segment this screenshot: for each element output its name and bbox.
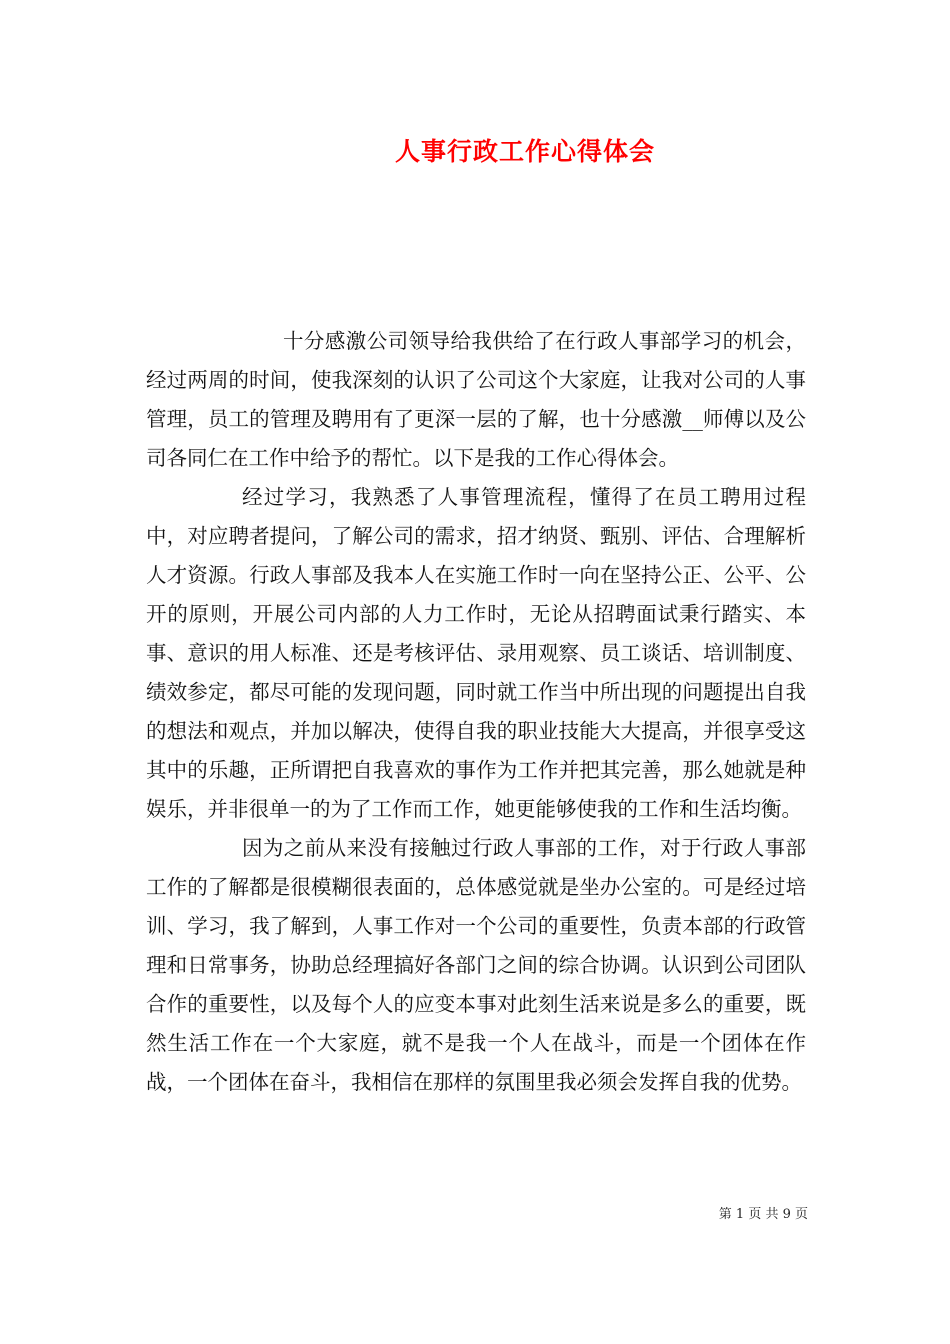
document-body xyxy=(146,322,806,1102)
paragraph-1: 十分感激公司领导给我供给了在行政人事部学习的机会，经过两周的时间，使我深刻的认识了公司这个大家庭，让我对公司的人事管理，员工的管理及聘用有了更深一层的了解，也十分感激__师傅以及公司各同仁在工作中给予的帮忙。以下是我的工作心得体会。 xyxy=(146,329,806,470)
document-title: 人事行政工作心得体会 xyxy=(394,137,655,166)
paragraph-2: 经过学习，我熟悉了人事管理流程，懂得了在员工聘用过程中，对应聘者提问，了解公司的需求，招才纳贤、甄别、评估、合理解析人才资源。行政人事部及我本人在实施工作时一向在坚持公正、公平、公开的原则，开展公司内部的人力工作时，无论从招聘面试秉行踏实、本事、意识的用人标准、还是考核评估、录用观察、员工谈话、培训制度、绩效参定，都尽可能的发现问题，同时就工作当中所出现的问题提出自我的想法和观点，并加以解决，使得自我的职业技能大大提高，并很享受这其中的乐趣，正所谓把自我喜欢的事作为工作并把其完善，那么她就是种娱乐，并非很单一的为了工作而工作，她更能够使我的工作和生活均衡。 xyxy=(146,485,806,821)
page-number: 第 1 页 共 9 页 xyxy=(718,1207,808,1222)
paragraph-3: 因为之前从来没有接触过行政人事部的工作，对于行政人事部工作的了解都是很模糊很表面的，总体感觉就是坐办公室的。可是经过培训、学习，我了解到，人事工作对一个公司的重要性，负责本部的行政管理和日常事务，协助总经理搞好各部门之间的综合协调。认识到公司团队合作的重要性，以及每个人的应变本事对此刻生活来说是多么的重要，既然生活工作在一个大家庭，就不是我一个人在战斗，而是一个团体在作战，一个团体在奋斗，我相信在那样的氛围里我必须会发挥自我的优势。 xyxy=(146,836,806,1094)
